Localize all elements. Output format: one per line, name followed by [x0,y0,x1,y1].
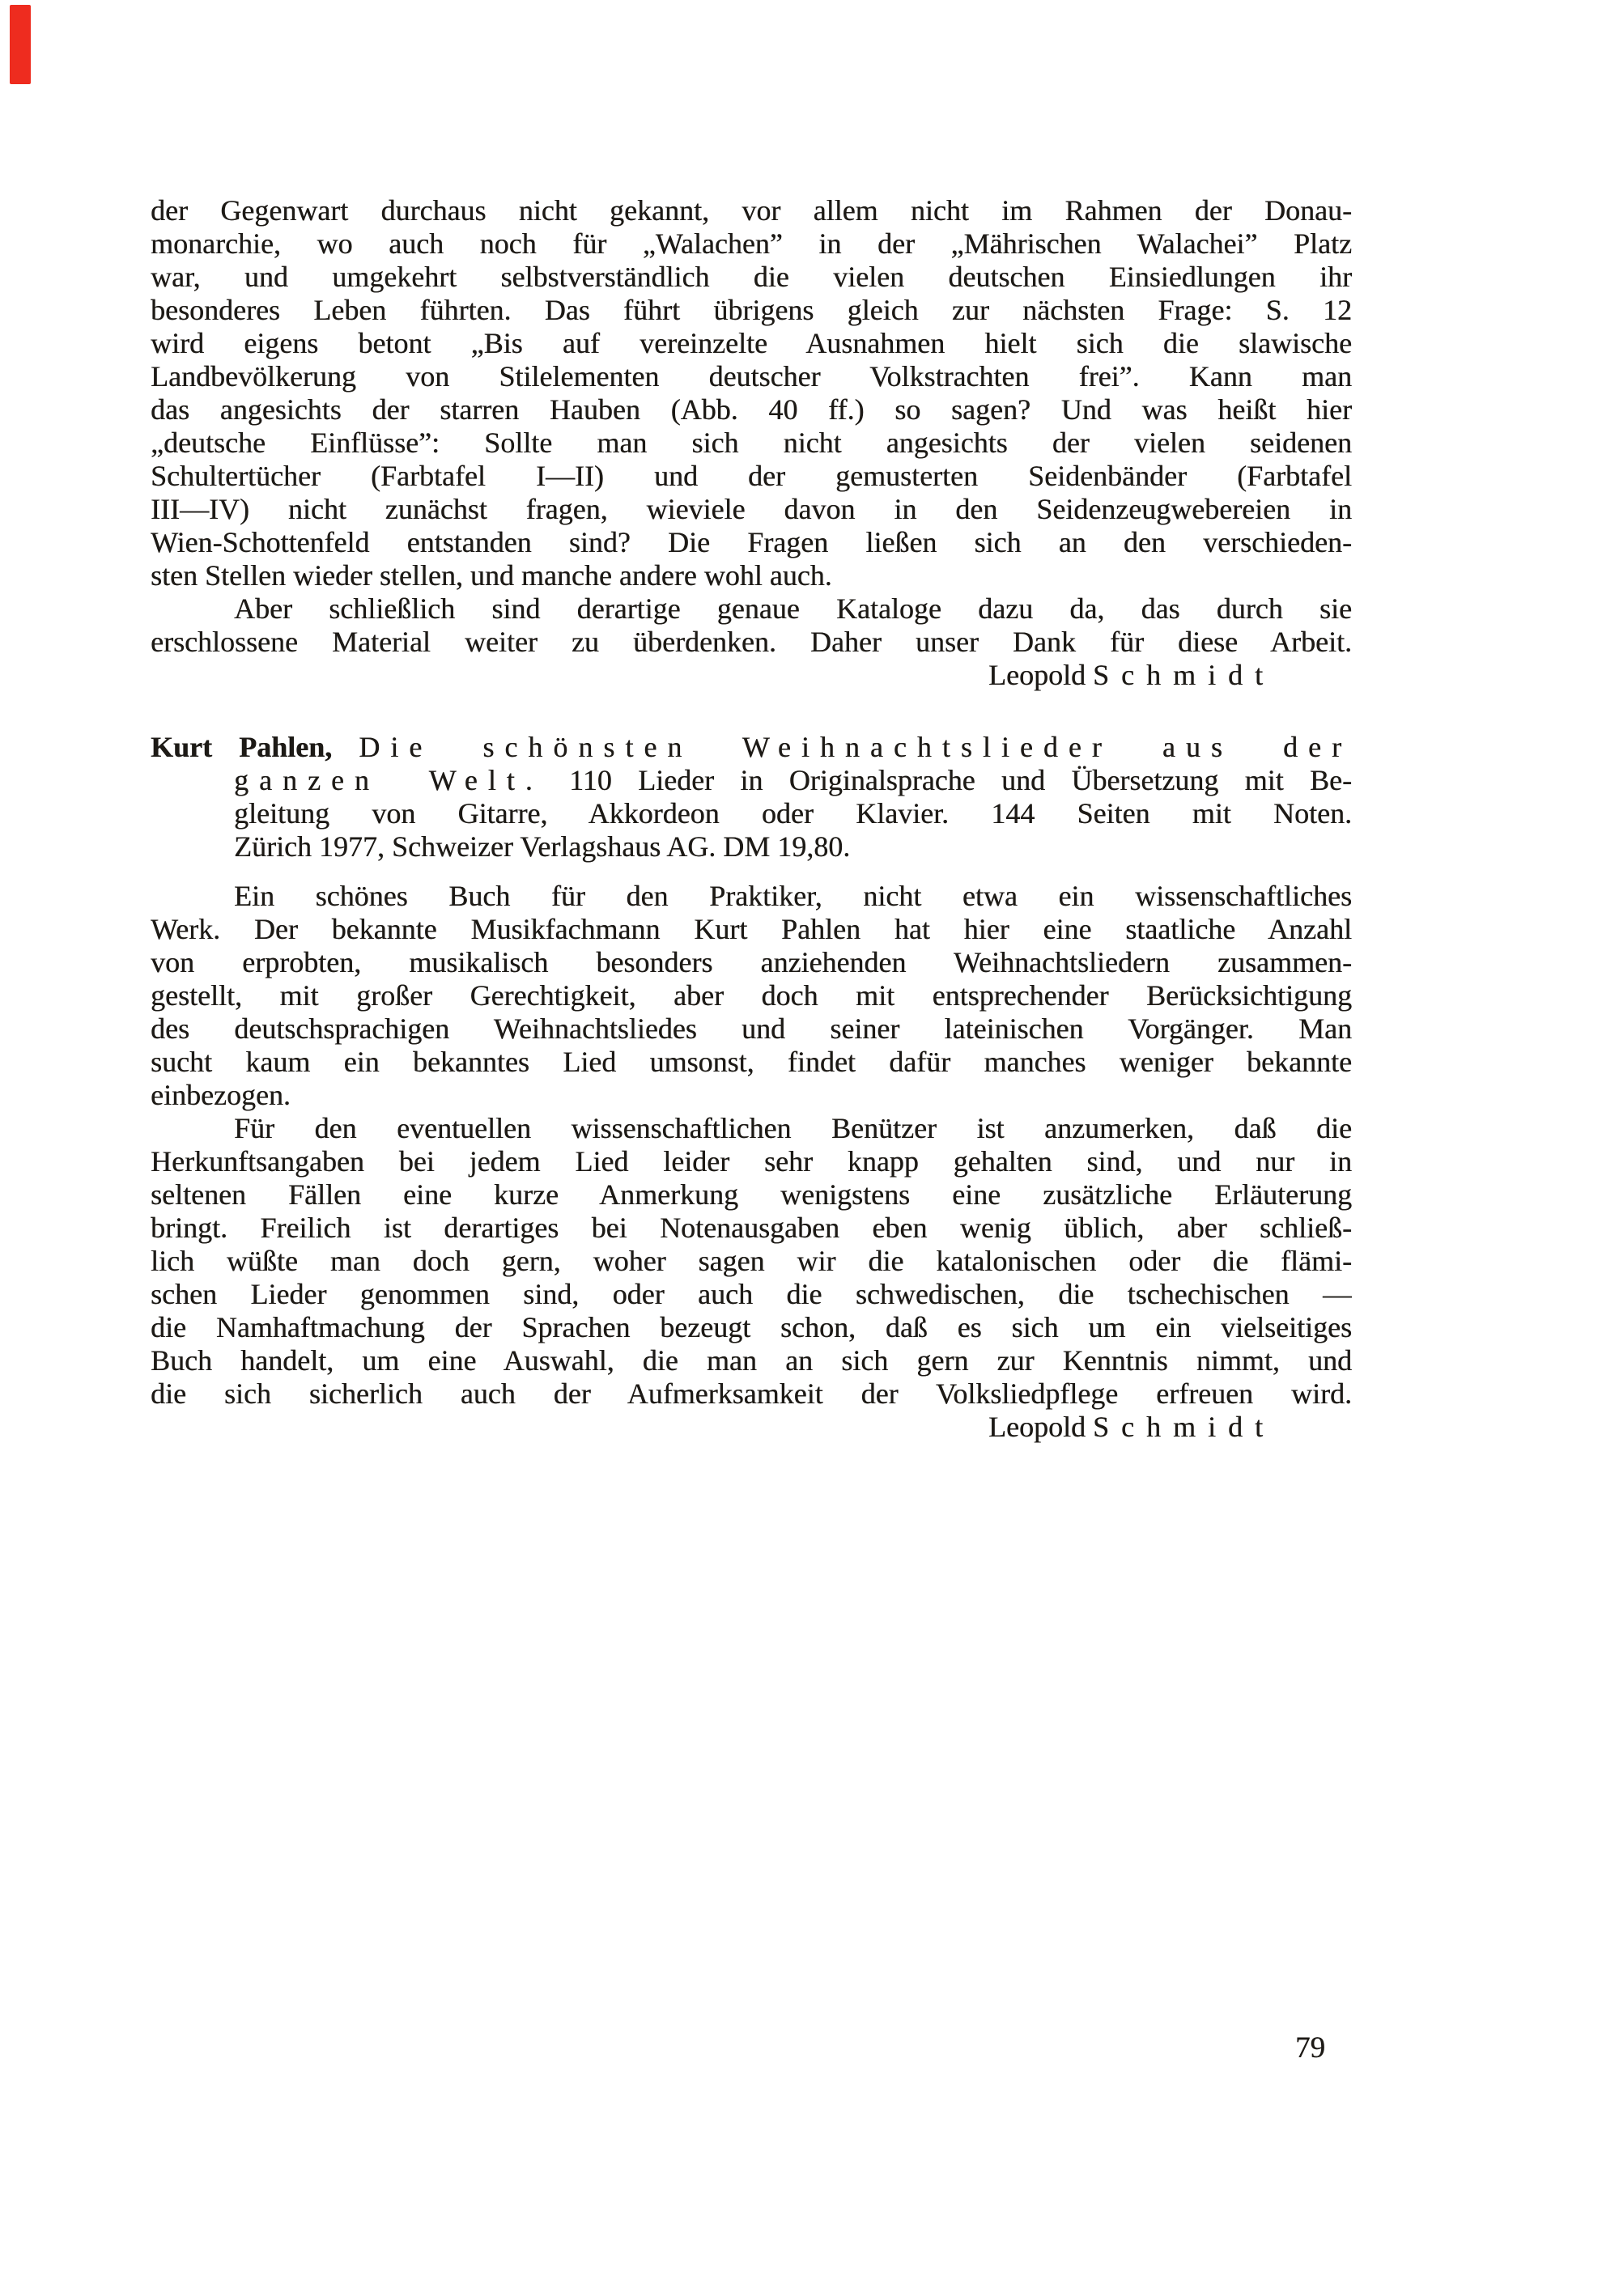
text-line: die Namhaftmachung der Sprachen bezeugt schon, daß es sich um ein vielseitiges [151,1311,1352,1343]
text-line: wird eigens betont „Bis auf vereinzelte Ausnahmen hielt sich die slawische [151,327,1352,359]
review-title-part2: ganzen Welt. [234,764,543,796]
text-line: monarchie, wo auch noch für „Walachen” in der „Mährischen Walachei” Platz [151,227,1352,260]
text-line: besonderes Leben führten. Das führt übrigens gleich zur nächsten Frage: S. 12 [151,294,1352,326]
text-line: lich wüßte man doch gern, woher sagen wir die katalonischen oder die flämi- [151,1245,1352,1277]
text-line: gestellt, mit großer Gerechtigkeit, aber doch mit entsprechender Berücksichtigung [151,979,1352,1012]
review-heading [151,731,1352,864]
text-line: schen Lieder genommen sind, oder auch die schwedischen, die tschechischen — [151,1278,1352,1310]
text-line: das angesichts der starren Hauben (Abb. 40 ff.) so sagen? Und was heißt hier [151,393,1352,426]
text-line: war, und umgekehrt selbstverständlich die vielen deutschen Einsiedlungen ihr [151,261,1352,293]
page-number: 79 [1295,2031,1325,2065]
reviewer-signature [151,1411,1352,1444]
paragraph-closing [151,592,1352,659]
text-line: Für den eventuellen wissenschaftlichen Benützer ist anzumerken, daß die [234,1112,1352,1144]
text-line: Werk. Der bekannte Musikfachmann Kurt Pahlen hat hier eine staatliche Anzahl [151,913,1352,945]
text-line: bringt. Freilich ist derartiges bei Notenausgaben eben wenig üblich, aber schließ- [151,1212,1352,1244]
paragraph-review-intro [151,880,1352,1112]
text-line: Wien-Schottenfeld entstanden sind? Die Fragen ließen sich an den verschieden- [151,526,1352,558]
text-line: einbezogen. [151,1079,291,1111]
text-line: seltenen Fällen eine kurze Anmerkung wenigstens eine zusätzliche Erläuterung [151,1178,1352,1211]
paragraph-review-critique [151,1112,1352,1411]
text-line: Ein schönes Buch für den Praktiker, nicht etwa ein wissenschaftliches [234,880,1352,912]
text-line: sucht kaum ein bekanntes Lied umsonst, findet dafür manches weniger bekannte [151,1046,1352,1078]
signature-last-name: Schmidt [1092,1411,1275,1443]
text-line: des deutschsprachigen Weihnachtsliedes und seiner lateinischen Vorgänger. Man [151,1012,1352,1045]
text-line: Schultertücher (Farbtafel I—II) und der gemusterten Seidenbänder (Farbtafel [151,460,1352,492]
text-line: Herkunftsangaben bei jedem Lied leider sehr knapp gehalten sind, und nur in [151,1145,1352,1178]
text-line: sten Stellen wieder stellen, und manche andere wohl auch. [151,559,832,592]
heading-line [151,731,1352,764]
text-column [151,194,1352,1444]
heading-line [151,764,1352,797]
review-author: Kurt Pahlen, [151,731,333,763]
review-subtitle: 110 Lieder in Originalsprache und Übersetzung mit Be- [569,764,1352,796]
text-line: die sich sicherlich auch der Aufmerksamkeit der Volksliedpflege erfreuen wird. [151,1377,1352,1410]
text-line: von erprobten, musikalisch besonders anziehenden Weihnachtsliedern zusammen- [151,946,1352,978]
paragraph-carryover [151,194,1352,592]
heading-line: Zürich 1977, Schweizer Verlagshaus AG. DM 19,80. [234,830,851,863]
review-title-part1: Die schönsten Weihnachtslieder aus der [359,731,1352,763]
text-line: der Gegenwart durchaus nicht gekannt, vor allem nicht im Rahmen der Donau- [151,194,1352,227]
signature-first-name: Leopold [988,659,1086,691]
text-line: Aber schließlich sind derartige genaue Kataloge dazu da, das durch sie [234,592,1352,625]
heading-line: gleitung von Gitarre, Akkordeon oder Klavier. 144 Seiten mit Noten. [234,797,1352,830]
red-scan-mark [10,5,31,84]
text-line: erschlossene Material weiter zu überdenken. Daher unser Dank für diese Arbeit. [151,626,1352,658]
signature-last-name: Schmidt [1092,659,1275,691]
reviewer-signature [151,659,1352,692]
text-line: „deutsche Einflüsse”: Sollte man sich nicht angesichts der vielen seidenen [151,427,1352,459]
text-line: Landbevölkerung von Stilelementen deutscher Volkstrachten frei”. Kann man [151,360,1352,393]
text-line: Buch handelt, um eine Auswahl, die man an sich gern zur Kenntnis nimmt, und [151,1344,1352,1377]
text-line: III—IV) nicht zunächst fragen, wieviele davon in den Seidenzeugwebereien in [151,493,1352,525]
signature-first-name: Leopold [988,1411,1086,1443]
